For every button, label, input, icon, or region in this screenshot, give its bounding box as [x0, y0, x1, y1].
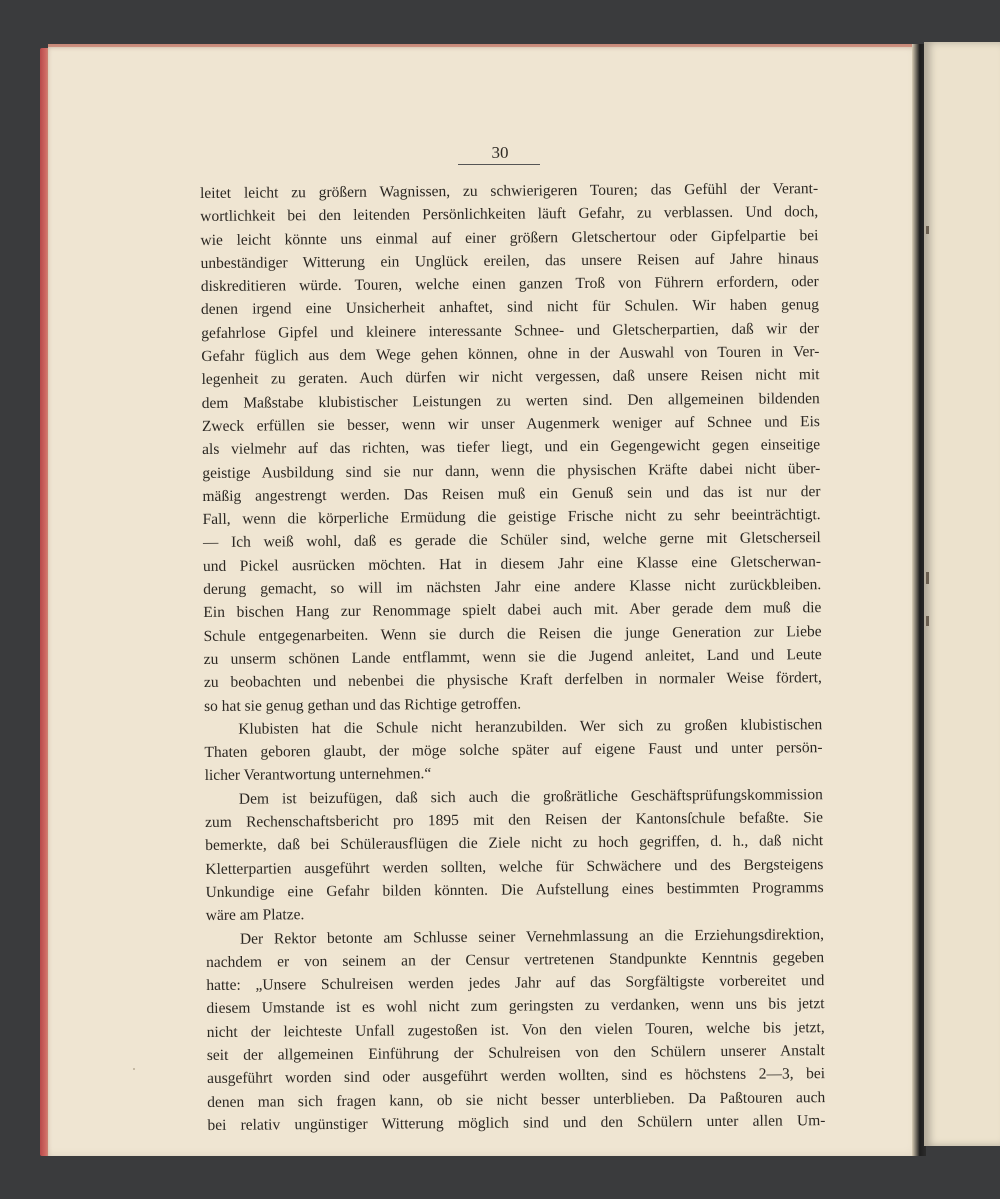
text-line: Der Rektor betonte am Schlusse seiner Vernehmlassung an die Erziehungsdirektion,: [239, 925, 824, 948]
next-page-mark: [926, 572, 929, 584]
text-line: bei relativ ungünstiger Witterung möglich sind und den Schülern unter allen Um-: [207, 1111, 826, 1134]
text-line: leitet leicht zu größern Wagnissen, zu schwierigeren Touren; das Gefühl der Verant-: [200, 180, 819, 202]
text-line: diesem Umstande ist es wohl nicht zum geringsten zu verdanken, wenn uns bis jetzt: [206, 995, 825, 1018]
text-line: licher Verantwortung unternehmen.“: [204, 765, 432, 785]
text-line: derung gemacht, so will im nächsten Jahr eine andere Klasse nicht zurückbleiben.: [203, 576, 822, 599]
text-line: denen irgend eine Unsicherheit anhaftet, sind nicht für Schulen. Wir haben genug: [200, 296, 820, 319]
page-number-rule: [458, 164, 540, 165]
text-line: und Pickel ausrücken möchten. Hat in diesem Jahr eine Klasse eine Gletscherwan-: [202, 552, 822, 575]
text-line: Ein bischen Hang zur Renommage spielt dabei auch mit. Aber gerade dem muß die: [203, 599, 822, 622]
text-line: dem Maßstabe klubistischer Leistungen zu werten sind. Den allgemeinen bildenden: [201, 389, 820, 412]
text-line: Fall, wenn die körperliche Ermüdung die geistige Frische nicht zu sehr beeinträchtigt.: [202, 506, 821, 529]
text-line: seit der allgemeinen Einführung der Schulreisen von den Schülern unserer Anstalt: [206, 1042, 825, 1064]
text-line: Dem ist beizufügen, daß sich auch die großrätliche Geschäftsprüfungskommission: [238, 785, 823, 808]
text-line: — Ich weiß wohl, daß es gerade die Schüler sind, welche gerne mit Gletscherseil: [202, 529, 821, 552]
text-line: Klubisten hat die Schule nicht heranzubilden. Wer sich zu großen klubistischen: [238, 715, 823, 738]
text-line: Unkundige eine Gefahr bilden könnten. Die Aufstellung eines bestimmten Programms: [205, 879, 824, 901]
text-line: zu unserm schönen Lande entflammt, wenn sie die Jugend anleitet, Land und Leute: [203, 646, 822, 668]
text-line: ausgeführt worden sind oder ausgeführt werden wollten, sind es höchstens 2—3, bei: [206, 1065, 826, 1088]
text-line: legenheit zu geraten. Auch dürfen wir nicht vergessen, daß unsere Reisen nicht mit: [201, 366, 820, 389]
text-line: unbeständiger Witterung ein Unglück ereilen, das unsere Reisen auf Jahre hinaus: [200, 250, 819, 272]
text-line: nicht der leichteste Unfall zugestoßen ist. Von den vielen Touren, welche bis jetzt,: [206, 1018, 825, 1041]
text-line: Gefahr füglich aus dem Wege gehen können, ohne in der Auswahl von Touren in Ver-: [201, 343, 820, 366]
text-line: als vielmehr auf das richten, was tiefer liegt, und ein Gegengewicht gegen einseitige: [202, 436, 821, 459]
page-number: 30: [491, 143, 509, 162]
text-line: diskreditieren würde. Touren, welche einen ganzen Troß von Führern erfordern, oder: [200, 273, 819, 296]
text-line: Kletterpartien ausgeführt werden sollten, welche für Schwächere und des Bergsteigens: [205, 855, 824, 878]
next-page-mark: [926, 616, 929, 626]
text-line: zum Rechenschaftsbericht pro 1895 mit den Reisen der Kantonsſchule befaßte. Sie: [204, 809, 824, 831]
text-line: Zweck erfüllen sie besser, wenn wir unser Augenmerk weniger auf Schnee und Eis: [201, 413, 820, 435]
text-line: wie leicht könnte uns einmal auf einer größern Gletschertour oder Gipfelpartie bei: [200, 226, 819, 249]
text-line: so hat sie genug gethan und das Richtige getroffen.: [204, 695, 522, 715]
text-line: denen man sich fragen kann, ob sie nicht besser unterblieben. Da Paßtouren auch: [207, 1088, 826, 1111]
text-line: wortlichkeit bei den leitenden Persönlichkeiten läuft Gefahr, zu verblassen. Und doch,: [200, 203, 819, 226]
text-line: gefahrlose Gipfel und kleinere interessante Schnee- und Gletscherpartien, daß wir der: [201, 319, 820, 342]
paper-speck: [133, 1068, 135, 1070]
text-line: geistige Ausbildung sind sie nur dann, wenn die physischen Kräfte dabei nicht über-: [202, 459, 821, 482]
text-line: zu beobachten und nebenbei die physische Kraft derfelben in normaler Weise fördert,: [203, 669, 822, 692]
text-line: wäre am Platze.: [205, 906, 305, 925]
text-line: Schule entgegenarbeiten. Wenn sie durch die Reisen die junge Generation zur Liebe: [203, 622, 822, 645]
text-line: Thaten geboren glaubt, der möge solche später auf eigene Faust und unter persön-: [204, 739, 823, 762]
text-line: mäßig angestrengt werden. Das Reisen muß ein Genuß sein und das ist nur der: [202, 482, 821, 505]
text-line: hatte: „Unsere Schulreisen werden jedes Jahr auf das Sorgfältigste vorbereitet und: [206, 972, 825, 995]
next-page-edge: [924, 42, 1000, 1146]
body-text: [200, 177, 825, 1137]
text-line: bemerkte, daß bei Schülerausflügen die Ziele nicht zu hoch gegriffen, d. h., daß nicht: [205, 832, 824, 855]
next-page-mark: [926, 226, 929, 234]
text-line: nachdem er von seinem an der Censur vertretenen Standpunkte Kenntnis gegeben: [206, 948, 825, 971]
